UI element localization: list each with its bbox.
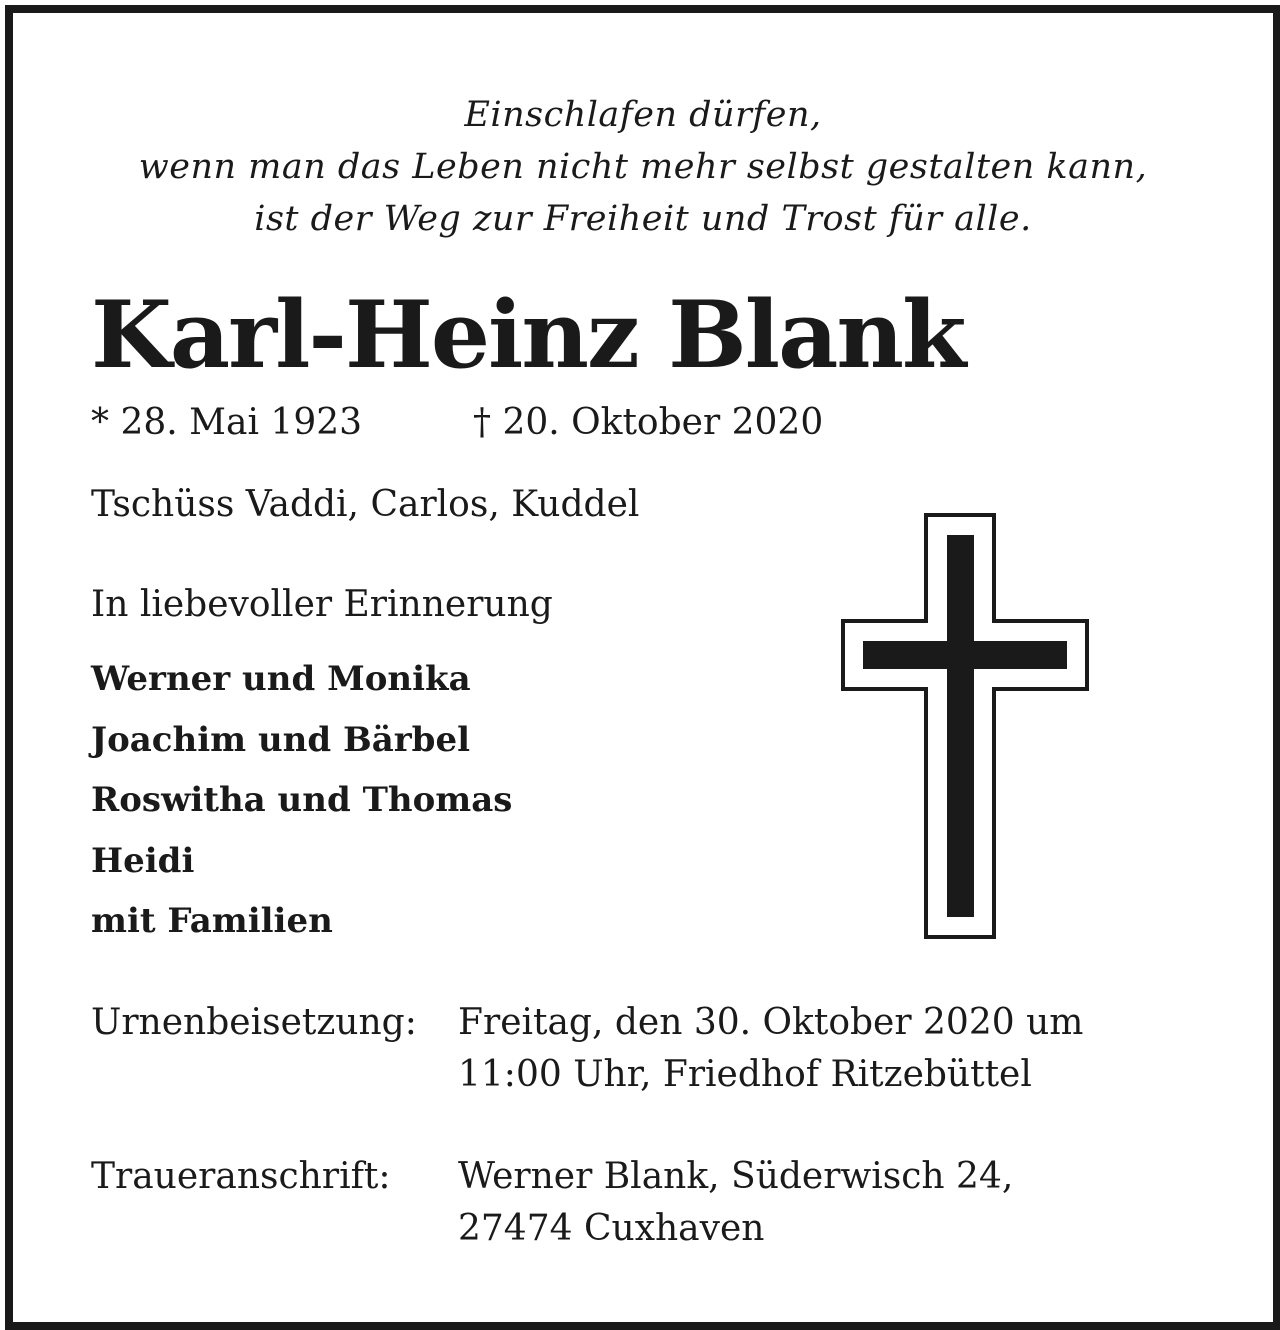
- death-date: † 20. Oktober 2020: [473, 402, 824, 443]
- address-line: 27474 Cuxhaven: [458, 1208, 765, 1249]
- memory-line: In liebevoller Erinnerung: [91, 584, 553, 625]
- mourner: Roswitha und Thomas: [91, 780, 513, 820]
- burial-line: 11:00 Uhr, Friedhof Ritzebüttel: [458, 1054, 1032, 1095]
- poem-line: wenn man das Leben nicht mehr selbst gestalten kann,: [138, 147, 1148, 187]
- poem: [13, 89, 1273, 245]
- poem-line: Einschlafen dürfen,: [464, 95, 822, 135]
- mourners-list: [91, 649, 512, 952]
- mourner: Joachim und Bärbel: [91, 719, 470, 760]
- burial-label: Urnenbeisetzung:: [91, 1002, 417, 1043]
- mourner: Heidi: [91, 840, 195, 881]
- burial-details: [458, 997, 1083, 1101]
- mourner: mit Familien: [91, 901, 333, 941]
- cross-icon: [839, 511, 1091, 941]
- deceased-name: Karl-Heinz Blank: [91, 280, 965, 389]
- obituary-frame: [5, 5, 1280, 1330]
- address-label: Traueranschrift:: [91, 1156, 391, 1197]
- farewell-line: Tschüss Vaddi, Carlos, Kuddel: [91, 484, 640, 525]
- poem-line: ist der Weg zur Freiheit und Trost für alle.: [254, 199, 1032, 239]
- burial-line: Freitag, den 30. Oktober 2020 um: [458, 1002, 1084, 1043]
- birth-date: * 28. Mai 1923: [91, 402, 363, 443]
- mourner: Werner und Monika: [91, 659, 471, 699]
- address-line: Werner Blank, Süderwisch 24,: [458, 1156, 1014, 1197]
- address-details: [458, 1151, 1013, 1255]
